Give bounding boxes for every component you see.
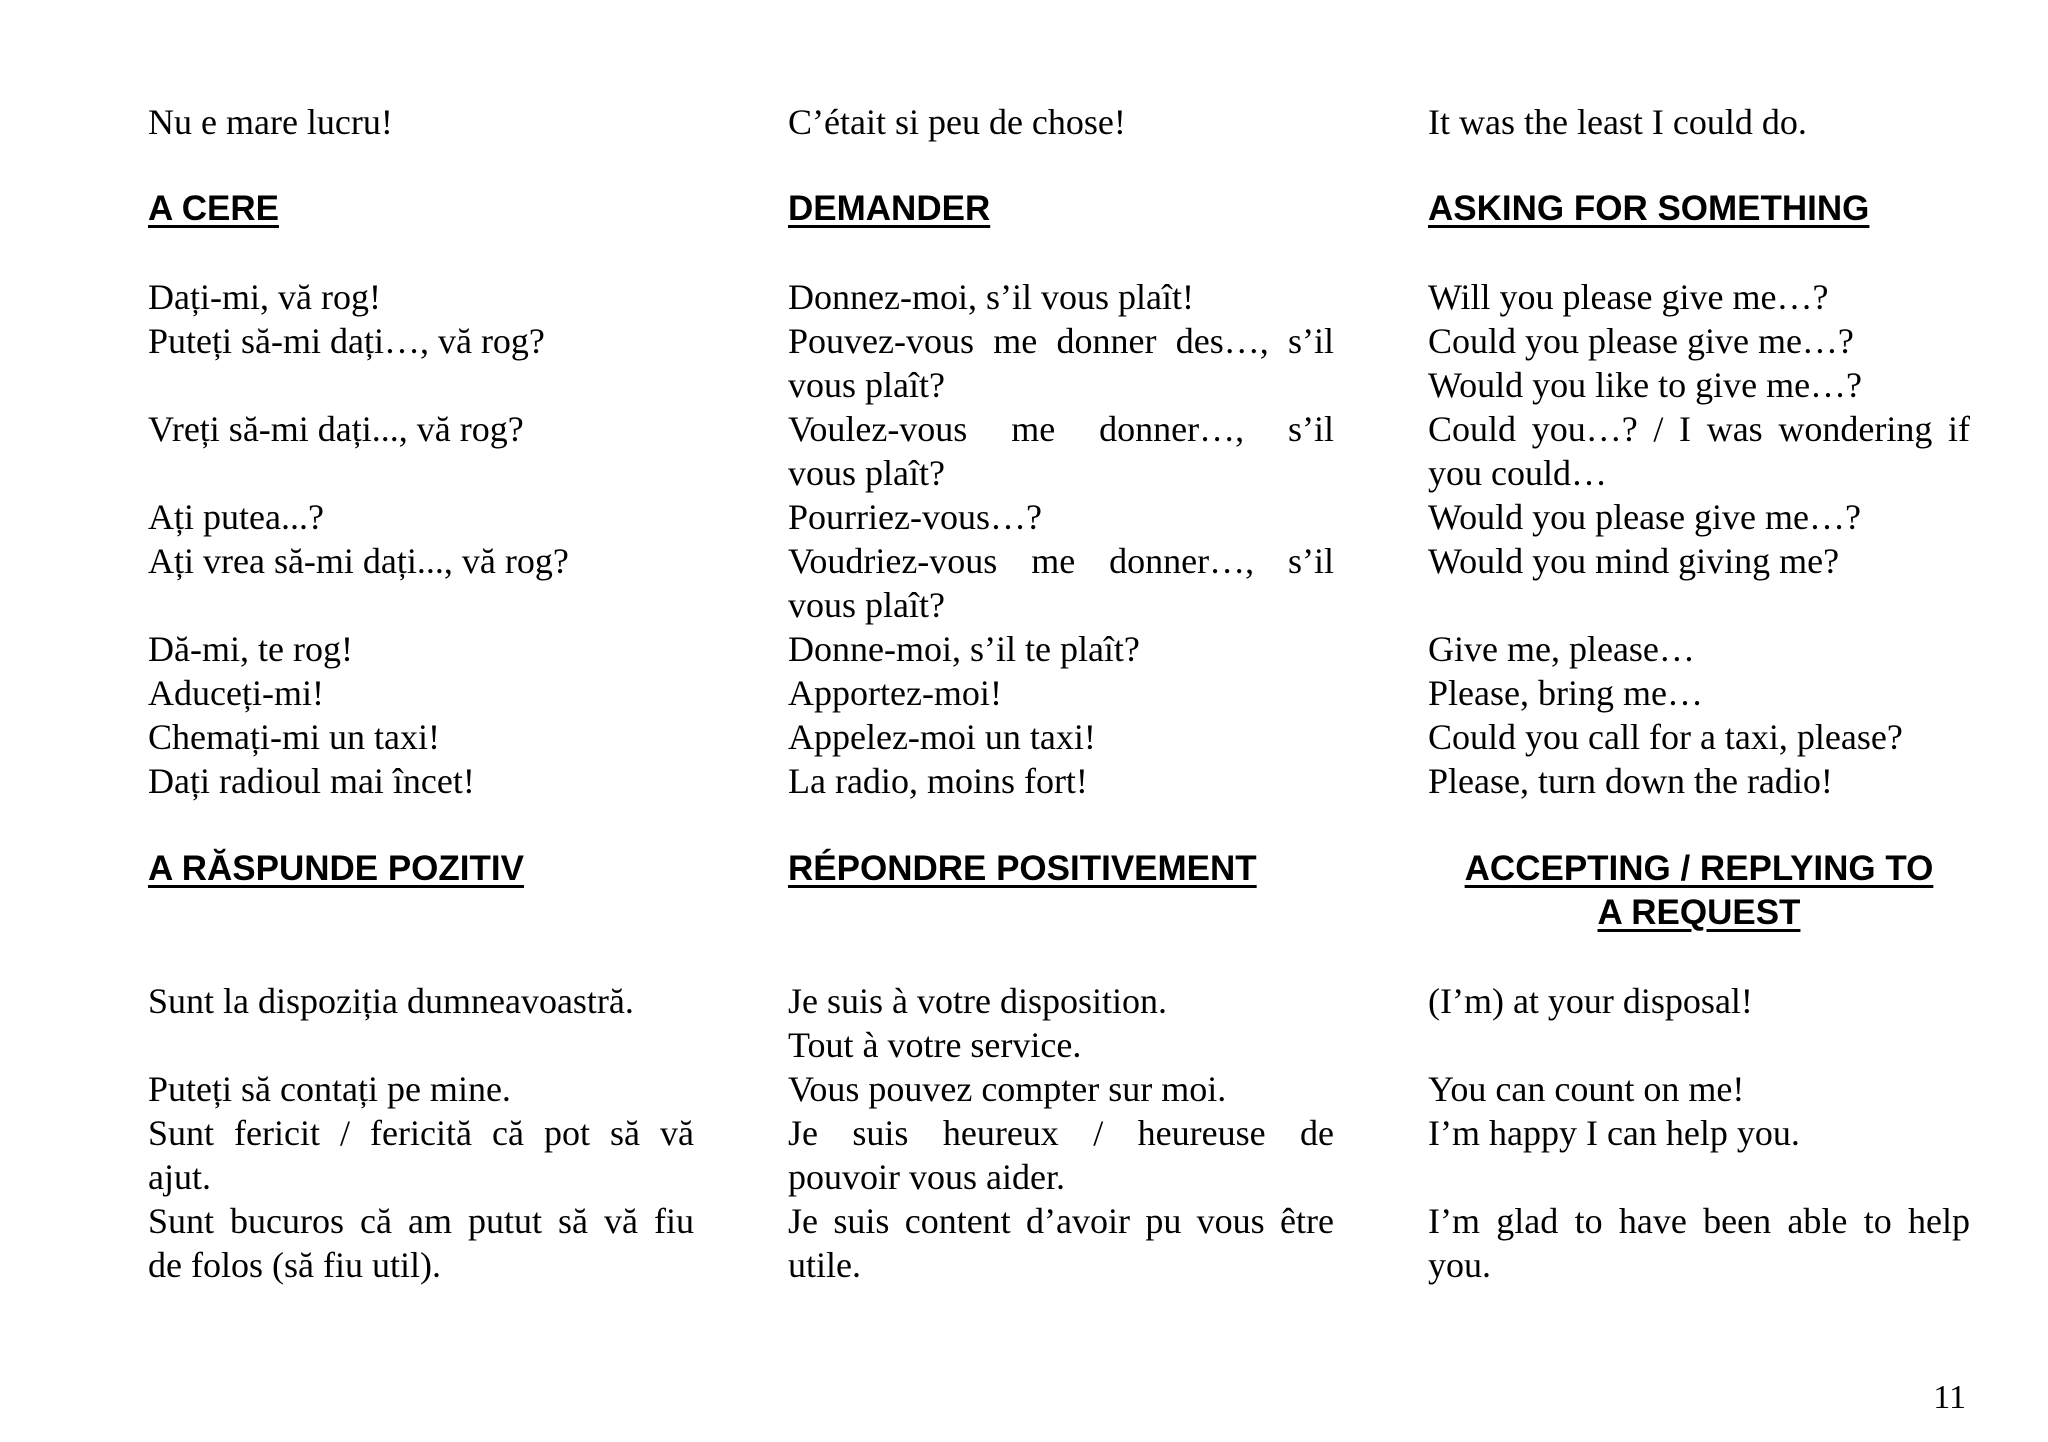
english-replying-line: I’m glad to have been able to help (1428, 1201, 1970, 1241)
english-asking-line: Could you…? / I was wondering if (1428, 409, 1970, 449)
french-asking-line: La radio, moins fort! (788, 761, 1088, 801)
french-replying-line: Vous pouvez compter sur moi. (788, 1069, 1227, 1109)
romanian-replying-line: de folos (să fiu util). (148, 1245, 441, 1285)
french-asking-line: vous plaît? (788, 453, 945, 493)
french-replying-line: Je suis à votre disposition. (788, 981, 1167, 1021)
english-asking-heading: ASKING FOR SOMETHING (1428, 189, 1870, 228)
english-replying-heading: A REQUEST (1597, 893, 1801, 932)
romanian-asking-line: Puteți să-mi dați…, vă rog? (148, 321, 545, 361)
romanian-replying-line: Sunt fericit / fericită că pot să vă (148, 1113, 694, 1153)
romanian-intro: Nu e mare lucru! (148, 102, 393, 142)
english-replying-line: you. (1428, 1245, 1491, 1285)
english-asking-line: Would you mind giving me? (1428, 541, 1840, 581)
english-replying-line: I’m happy I can help you. (1428, 1113, 1800, 1153)
french-asking-line: vous plaît? (788, 365, 945, 405)
romanian-asking-line: Aduceți-mi! (148, 673, 324, 713)
french-replying-line: utile. (788, 1245, 861, 1285)
english-asking-line: Would you please give me…? (1428, 497, 1861, 537)
french-asking-line: Donne-moi, s’il te plaît? (788, 629, 1140, 669)
french-asking-line: Pouvez-vous me donner des…, s’il (788, 321, 1334, 361)
english-asking-line: Could you please give me…? (1428, 321, 1854, 361)
english-asking-line: Could you call for a taxi, please? (1428, 717, 1903, 757)
french-asking-heading: DEMANDER (788, 189, 991, 228)
english-replying-line: (I’m) at your disposal! (1428, 981, 1753, 1021)
french-asking-line: Voulez-vous me donner…, s’il (788, 409, 1334, 449)
romanian-replying-line: Puteți să contați pe mine. (148, 1069, 511, 1109)
romanian-asking-line: Dați radioul mai încet! (148, 761, 475, 801)
english-replying-heading: ACCEPTING / REPLYING TO (1464, 849, 1934, 888)
english-asking-line: Give me, please… (1428, 629, 1695, 669)
english-asking-line: Would you like to give me…? (1428, 365, 1863, 405)
english-replying-line: You can count on me! (1428, 1069, 1745, 1109)
romanian-replying-line: Sunt bucuros că am putut să vă fiu (148, 1201, 694, 1241)
french-replying-heading: RÉPONDRE POSITIVEMENT (788, 849, 1257, 888)
french-asking-line: Appelez-moi un taxi! (788, 717, 1096, 757)
romanian-asking-line: Dați-mi, vă rog! (148, 277, 381, 317)
romanian-asking-line: Vreți să-mi dați..., vă rog? (148, 409, 524, 449)
english-asking-line: Please, bring me… (1428, 673, 1703, 713)
romanian-asking-line: Ați putea...? (148, 497, 324, 537)
romanian-asking-line: Ați vrea să-mi dați..., vă rog? (148, 541, 569, 581)
romanian-asking-heading: A CERE (148, 189, 279, 228)
english-asking-line: you could… (1428, 453, 1607, 493)
french-replying-line: Tout à votre service. (788, 1025, 1082, 1065)
french-asking-line: Voudriez-vous me donner…, s’il (788, 541, 1334, 581)
english-asking-line: Will you please give me…? (1428, 277, 1829, 317)
english-intro: It was the least I could do. (1428, 102, 1807, 142)
french-asking-line: Pourriez-vous…? (788, 497, 1042, 537)
french-intro: C’était si peu de chose! (788, 102, 1126, 142)
romanian-replying-line: Sunt la dispoziția dumneavoastră. (148, 981, 634, 1021)
romanian-asking-line: Chemați-mi un taxi! (148, 717, 440, 757)
french-asking-line: Apportez-moi! (788, 673, 1002, 713)
romanian-asking-line: Dă-mi, te rog! (148, 629, 353, 669)
french-replying-line: Je suis content d’avoir pu vous être (788, 1201, 1334, 1241)
french-replying-line: Je suis heureux / heureuse de (788, 1113, 1334, 1153)
page-number: 11 (1933, 1379, 1966, 1416)
french-asking-line: Donnez-moi, s’il vous plaît! (788, 277, 1194, 317)
romanian-replying-heading: A RĂSPUNDE POZITIV (148, 849, 524, 888)
french-replying-line: pouvoir vous aider. (788, 1157, 1065, 1197)
english-asking-line: Please, turn down the radio! (1428, 761, 1833, 801)
french-asking-line: vous plaît? (788, 585, 945, 625)
romanian-replying-line: ajut. (148, 1157, 211, 1197)
